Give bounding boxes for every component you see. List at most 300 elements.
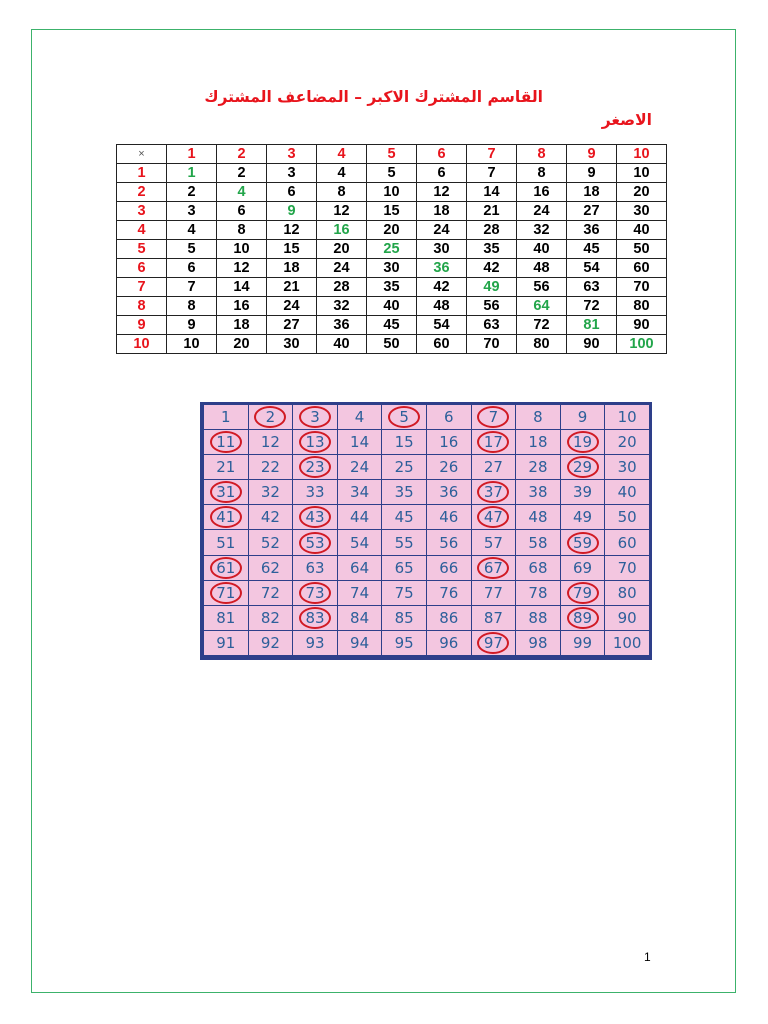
hundred-chart-number: 47: [483, 508, 503, 527]
hundred-chart-cell: [605, 605, 650, 630]
column-header: 10: [617, 145, 667, 164]
hundred-chart-cell: [337, 505, 382, 530]
hundred-chart-number: 35: [394, 483, 414, 502]
row-header: 2: [117, 183, 167, 202]
hundred-chart-number: 87: [483, 608, 503, 627]
hundred-chart-row: [204, 480, 650, 505]
hundred-chart-cell: [560, 555, 605, 580]
table-row: [117, 221, 667, 240]
hundred-chart-number: 34: [350, 483, 370, 502]
prime-circle-marker: [299, 406, 331, 428]
hundred-chart-cell: [605, 580, 650, 605]
product-cell: 10: [217, 240, 267, 259]
table-row: [117, 316, 667, 335]
hundred-chart-number: 57: [483, 533, 503, 552]
hundred-chart-number: 37: [483, 483, 503, 502]
hundred-chart-number: 85: [394, 608, 414, 627]
hundred-chart-number: 7: [488, 408, 499, 427]
product-cell: 20: [617, 183, 667, 202]
hundred-chart-number: 99: [573, 633, 593, 652]
hundred-chart-cell: [605, 630, 650, 655]
hundred-chart-cell: [248, 505, 293, 530]
square-number-cell: 49: [467, 278, 517, 297]
hundred-chart-number: 55: [394, 533, 414, 552]
hundred-chart-number: 30: [617, 458, 637, 477]
hundred-chart-number: 79: [573, 583, 593, 602]
hundred-chart-cell: [337, 605, 382, 630]
prime-circle-marker: [567, 582, 599, 604]
hundred-chart-cell: [382, 455, 427, 480]
hundred-chart-number: 26: [439, 458, 459, 477]
hundred-chart-number: 11: [216, 433, 236, 452]
hundred-chart-cell: [382, 480, 427, 505]
hundred-chart-image: [200, 402, 652, 660]
hundred-chart-cell: [426, 505, 471, 530]
product-cell: 8: [167, 297, 217, 316]
hundred-chart-number: 75: [394, 583, 414, 602]
prime-circle-marker: [477, 632, 509, 654]
hundred-chart-number: 81: [216, 608, 236, 627]
square-number-cell: 81: [567, 316, 617, 335]
hundred-chart-number: 96: [439, 633, 459, 652]
column-header: 1: [167, 145, 217, 164]
product-cell: 70: [617, 278, 667, 297]
product-cell: 8: [217, 221, 267, 240]
hundred-chart-number: 25: [394, 458, 414, 477]
prime-circle-marker: [299, 532, 331, 554]
hundred-chart-cell: [516, 505, 561, 530]
hundred-chart-number: 15: [394, 433, 414, 452]
hundred-chart-cell: [204, 505, 249, 530]
hundred-chart-number: 58: [528, 533, 548, 552]
row-header: 9: [117, 316, 167, 335]
hundred-chart-cell: [248, 580, 293, 605]
hundred-chart-cell: [293, 405, 338, 430]
product-cell: 40: [617, 221, 667, 240]
hundred-chart-cell: [471, 580, 516, 605]
hundred-chart-number: 97: [483, 633, 503, 652]
hundred-chart-cell: [426, 430, 471, 455]
product-cell: 40: [517, 240, 567, 259]
product-cell: 21: [267, 278, 317, 297]
product-cell: 20: [217, 335, 267, 354]
page-title-continuation: الاصغر: [601, 111, 652, 129]
square-number-cell: 16: [317, 221, 367, 240]
hundred-chart-cell: [426, 605, 471, 630]
hundred-chart-row: [204, 505, 650, 530]
hundred-chart-cell: [248, 455, 293, 480]
hundred-chart-cell: [382, 530, 427, 555]
hundred-chart-row: [204, 580, 650, 605]
product-cell: 27: [567, 202, 617, 221]
hundred-chart-cell: [204, 555, 249, 580]
hundred-chart-cell: [516, 455, 561, 480]
prime-circle-marker: [299, 582, 331, 604]
hundred-chart-number: 73: [305, 583, 325, 602]
product-cell: 24: [417, 221, 467, 240]
hundred-chart-cell: [382, 505, 427, 530]
hundred-chart-number: 56: [439, 533, 459, 552]
product-cell: 35: [367, 278, 417, 297]
prime-circle-marker: [299, 431, 331, 453]
product-cell: 60: [617, 259, 667, 278]
hundred-chart-row: [204, 405, 650, 430]
hundred-chart-number: 19: [573, 433, 593, 452]
table-row: [117, 297, 667, 316]
row-header: 10: [117, 335, 167, 354]
product-cell: 16: [217, 297, 267, 316]
hundred-chart-number: 67: [483, 558, 503, 577]
hundred-chart-number: 61: [216, 558, 236, 577]
hundred-chart-number: 62: [260, 558, 280, 577]
product-cell: 36: [317, 316, 367, 335]
hundred-chart-cell: [248, 605, 293, 630]
table-row: [117, 164, 667, 183]
hundred-chart-number: 3: [310, 408, 320, 427]
hundred-chart-number: 28: [528, 458, 548, 477]
product-cell: 32: [517, 221, 567, 240]
hundred-chart-number: 84: [350, 608, 370, 627]
product-cell: 12: [417, 183, 467, 202]
hundred-chart-number: 77: [483, 583, 503, 602]
hundred-chart-number: 71: [216, 583, 236, 602]
hundred-chart-number: 89: [573, 608, 593, 627]
product-cell: 24: [317, 259, 367, 278]
product-cell: 30: [617, 202, 667, 221]
hundred-chart-number: 32: [260, 483, 280, 502]
prime-circle-marker: [477, 431, 509, 453]
hundred-chart-number: 68: [528, 558, 548, 577]
table-row: [117, 202, 667, 221]
prime-circle-marker: [299, 607, 331, 629]
hundred-chart-number: 41: [216, 508, 236, 527]
product-cell: 90: [567, 335, 617, 354]
product-cell: 40: [367, 297, 417, 316]
product-cell: 30: [267, 335, 317, 354]
hundred-chart-number: 65: [394, 558, 414, 577]
square-number-cell: 9: [267, 202, 317, 221]
hundred-chart-number: 14: [350, 433, 370, 452]
hundred-chart-cell: [382, 605, 427, 630]
prime-circle-marker: [210, 582, 242, 604]
product-cell: 12: [317, 202, 367, 221]
column-header: 9: [567, 145, 617, 164]
product-cell: 90: [617, 316, 667, 335]
product-cell: 8: [317, 183, 367, 202]
column-header: 2: [217, 145, 267, 164]
product-cell: 72: [517, 316, 567, 335]
column-header: 4: [317, 145, 367, 164]
hundred-chart-number: 40: [617, 483, 637, 502]
hundred-chart-cell: [605, 405, 650, 430]
product-cell: 8: [517, 164, 567, 183]
hundred-chart-cell: [337, 555, 382, 580]
product-cell: 54: [567, 259, 617, 278]
hundred-chart-cell: [605, 455, 650, 480]
hundred-chart-cell: [337, 530, 382, 555]
hundred-chart-cell: [382, 405, 427, 430]
product-cell: 18: [417, 202, 467, 221]
hundred-chart-number: 60: [617, 533, 637, 552]
product-cell: 28: [317, 278, 367, 297]
hundred-chart-number: 50: [617, 508, 637, 527]
product-cell: 45: [567, 240, 617, 259]
hundred-chart-grid: [203, 404, 650, 656]
hundred-chart-cell: [204, 405, 249, 430]
hundred-chart-number: 36: [439, 483, 459, 502]
product-cell: 48: [517, 259, 567, 278]
hundred-chart-cell: [293, 505, 338, 530]
product-cell: 10: [367, 183, 417, 202]
product-cell: 30: [417, 240, 467, 259]
hundred-chart-number: 29: [573, 458, 593, 477]
table-row: [117, 335, 667, 354]
hundred-chart-number: 5: [399, 408, 409, 427]
hundred-chart-cell: [204, 605, 249, 630]
product-cell: 4: [167, 221, 217, 240]
hundred-chart-cell: [248, 530, 293, 555]
hundred-chart-cell: [204, 530, 249, 555]
square-number-cell: 4: [217, 183, 267, 202]
hundred-chart-cell: [337, 630, 382, 655]
column-header: 8: [517, 145, 567, 164]
hundred-chart-number: 69: [573, 558, 593, 577]
table-row: [117, 183, 667, 202]
product-cell: 27: [267, 316, 317, 335]
product-cell: 2: [167, 183, 217, 202]
prime-circle-marker: [210, 506, 242, 528]
hundred-chart-cell: [382, 430, 427, 455]
hundred-chart-cell: [605, 480, 650, 505]
prime-circle-marker: [388, 406, 420, 428]
product-cell: 14: [467, 183, 517, 202]
hundred-chart-cell: [426, 480, 471, 505]
product-cell: 18: [567, 183, 617, 202]
hundred-chart-number: 98: [528, 633, 548, 652]
product-cell: 6: [417, 164, 467, 183]
product-cell: 12: [267, 221, 317, 240]
hundred-chart-row: [204, 530, 650, 555]
hundred-chart-row: [204, 605, 650, 630]
hundred-chart-cell: [293, 455, 338, 480]
prime-circle-marker: [567, 431, 599, 453]
hundred-chart-cell: [426, 580, 471, 605]
product-cell: 56: [517, 278, 567, 297]
hundred-chart-number: 10: [617, 408, 637, 427]
product-cell: 2: [217, 164, 267, 183]
hundred-chart-cell: [560, 630, 605, 655]
hundred-chart-cell: [337, 455, 382, 480]
prime-circle-marker: [477, 406, 509, 428]
prime-circle-marker: [210, 431, 242, 453]
column-header: 3: [267, 145, 317, 164]
product-cell: 50: [617, 240, 667, 259]
hundred-chart-number: 4: [354, 408, 365, 427]
hundred-chart-number: 59: [573, 533, 593, 552]
product-cell: 35: [467, 240, 517, 259]
product-cell: 30: [367, 259, 417, 278]
hundred-chart-number: 13: [305, 433, 325, 452]
square-number-cell: 25: [367, 240, 417, 259]
product-cell: 14: [217, 278, 267, 297]
hundred-chart-number: 90: [617, 608, 637, 627]
hundred-chart-cell: [204, 455, 249, 480]
hundred-chart-cell: [426, 455, 471, 480]
prime-circle-marker: [299, 456, 331, 478]
hundred-chart-cell: [516, 430, 561, 455]
hundred-chart-cell: [516, 630, 561, 655]
hundred-chart-cell: [204, 430, 249, 455]
hundred-chart-cell: [204, 480, 249, 505]
hundred-chart-number: 74: [350, 583, 370, 602]
table-row: [117, 259, 667, 278]
product-cell: 63: [467, 316, 517, 335]
hundred-chart-cell: [248, 555, 293, 580]
hundred-chart-cell: [248, 630, 293, 655]
hundred-chart-number: 76: [439, 583, 459, 602]
hundred-chart-number: 52: [260, 533, 280, 552]
hundred-chart-number: 48: [528, 508, 548, 527]
hundred-chart-cell: [426, 555, 471, 580]
hundred-chart-cell: [605, 555, 650, 580]
hundred-chart-number: 64: [350, 558, 370, 577]
product-cell: 5: [167, 240, 217, 259]
product-cell: 24: [517, 202, 567, 221]
hundred-chart-number: 20: [617, 433, 637, 452]
table-row: [117, 240, 667, 259]
hundred-chart-number: 80: [617, 583, 637, 602]
hundred-chart-number: 18: [528, 433, 548, 452]
hundred-chart-number: 70: [617, 558, 637, 577]
product-cell: 5: [367, 164, 417, 183]
hundred-chart-cell: [426, 530, 471, 555]
hundred-chart-cell: [204, 580, 249, 605]
hundred-chart-cell: [382, 555, 427, 580]
hundred-chart-cell: [516, 580, 561, 605]
hundred-chart-number: 9: [577, 408, 588, 427]
product-cell: 7: [167, 278, 217, 297]
hundred-chart-cell: [382, 630, 427, 655]
hundred-chart-number: 1: [221, 408, 231, 427]
hundred-chart-number: 27: [483, 458, 503, 477]
product-cell: 3: [167, 202, 217, 221]
product-cell: 63: [567, 278, 617, 297]
prime-circle-marker: [254, 406, 286, 428]
hundred-chart-number: 94: [350, 633, 370, 652]
prime-circle-marker: [477, 506, 509, 528]
hundred-chart-cell: [337, 430, 382, 455]
hundred-chart-cell: [516, 605, 561, 630]
hundred-chart-cell: [605, 430, 650, 455]
product-cell: 7: [467, 164, 517, 183]
column-header: 5: [367, 145, 417, 164]
hundred-chart-number: 78: [528, 583, 548, 602]
hundred-chart-number: 31: [216, 483, 236, 502]
hundred-chart-cell: [605, 505, 650, 530]
hundred-chart-number: 43: [305, 508, 325, 527]
product-cell: 10: [167, 335, 217, 354]
product-cell: 20: [367, 221, 417, 240]
product-cell: 56: [467, 297, 517, 316]
hundred-chart-number: 91: [216, 633, 236, 652]
product-cell: 42: [467, 259, 517, 278]
hundred-chart-number: 63: [305, 558, 325, 577]
product-cell: 3: [267, 164, 317, 183]
hundred-chart-cell: [293, 555, 338, 580]
hundred-chart-cell: [471, 630, 516, 655]
hundred-chart-cell: [293, 430, 338, 455]
hundred-chart-cell: [337, 480, 382, 505]
table-row: [117, 278, 667, 297]
hundred-chart-cell: [293, 480, 338, 505]
row-header: 8: [117, 297, 167, 316]
product-cell: 54: [417, 316, 467, 335]
product-cell: 6: [167, 259, 217, 278]
hundred-chart-cell: [337, 405, 382, 430]
hundred-chart-cell: [471, 555, 516, 580]
square-number-cell: 1: [167, 164, 217, 183]
hundred-chart-cell: [293, 605, 338, 630]
product-cell: 80: [517, 335, 567, 354]
hundred-chart-number: 66: [439, 558, 459, 577]
hundred-chart-number: 86: [439, 608, 459, 627]
row-header: 7: [117, 278, 167, 297]
hundred-chart-number: 21: [216, 458, 236, 477]
product-cell: 45: [367, 316, 417, 335]
hundred-chart-number: 2: [265, 408, 276, 427]
product-cell: 21: [467, 202, 517, 221]
product-cell: 36: [567, 221, 617, 240]
hundred-chart-number: 72: [260, 583, 280, 602]
product-cell: 72: [567, 297, 617, 316]
column-header: 6: [417, 145, 467, 164]
prime-circle-marker: [567, 532, 599, 554]
product-cell: 80: [617, 297, 667, 316]
hundred-chart-cell: [560, 480, 605, 505]
hundred-chart-row: [204, 430, 650, 455]
product-cell: 50: [367, 335, 417, 354]
prime-circle-marker: [567, 607, 599, 629]
prime-circle-marker: [477, 481, 509, 503]
product-cell: 60: [417, 335, 467, 354]
hundred-chart-number: 92: [260, 633, 280, 652]
hundred-chart-number: 12: [260, 433, 280, 452]
hundred-chart-cell: [516, 555, 561, 580]
square-number-cell: 64: [517, 297, 567, 316]
hundred-chart-number: 17: [483, 433, 503, 452]
prime-circle-marker: [477, 557, 509, 579]
hundred-chart-cell: [248, 480, 293, 505]
product-cell: 70: [467, 335, 517, 354]
product-cell: 4: [317, 164, 367, 183]
product-cell: 9: [167, 316, 217, 335]
product-cell: 32: [317, 297, 367, 316]
hundred-chart-cell: [560, 605, 605, 630]
product-cell: 12: [217, 259, 267, 278]
multiplication-table: [116, 144, 667, 354]
prime-circle-marker: [567, 456, 599, 478]
hundred-chart-cell: [471, 505, 516, 530]
product-cell: 24: [267, 297, 317, 316]
hundred-chart-number: 33: [305, 483, 325, 502]
hundred-chart-cell: [516, 480, 561, 505]
hundred-chart-number: 46: [439, 508, 459, 527]
product-cell: 15: [267, 240, 317, 259]
hundred-chart-cell: [560, 405, 605, 430]
product-cell: 48: [417, 297, 467, 316]
hundred-chart-cell: [471, 430, 516, 455]
product-cell: 20: [317, 240, 367, 259]
